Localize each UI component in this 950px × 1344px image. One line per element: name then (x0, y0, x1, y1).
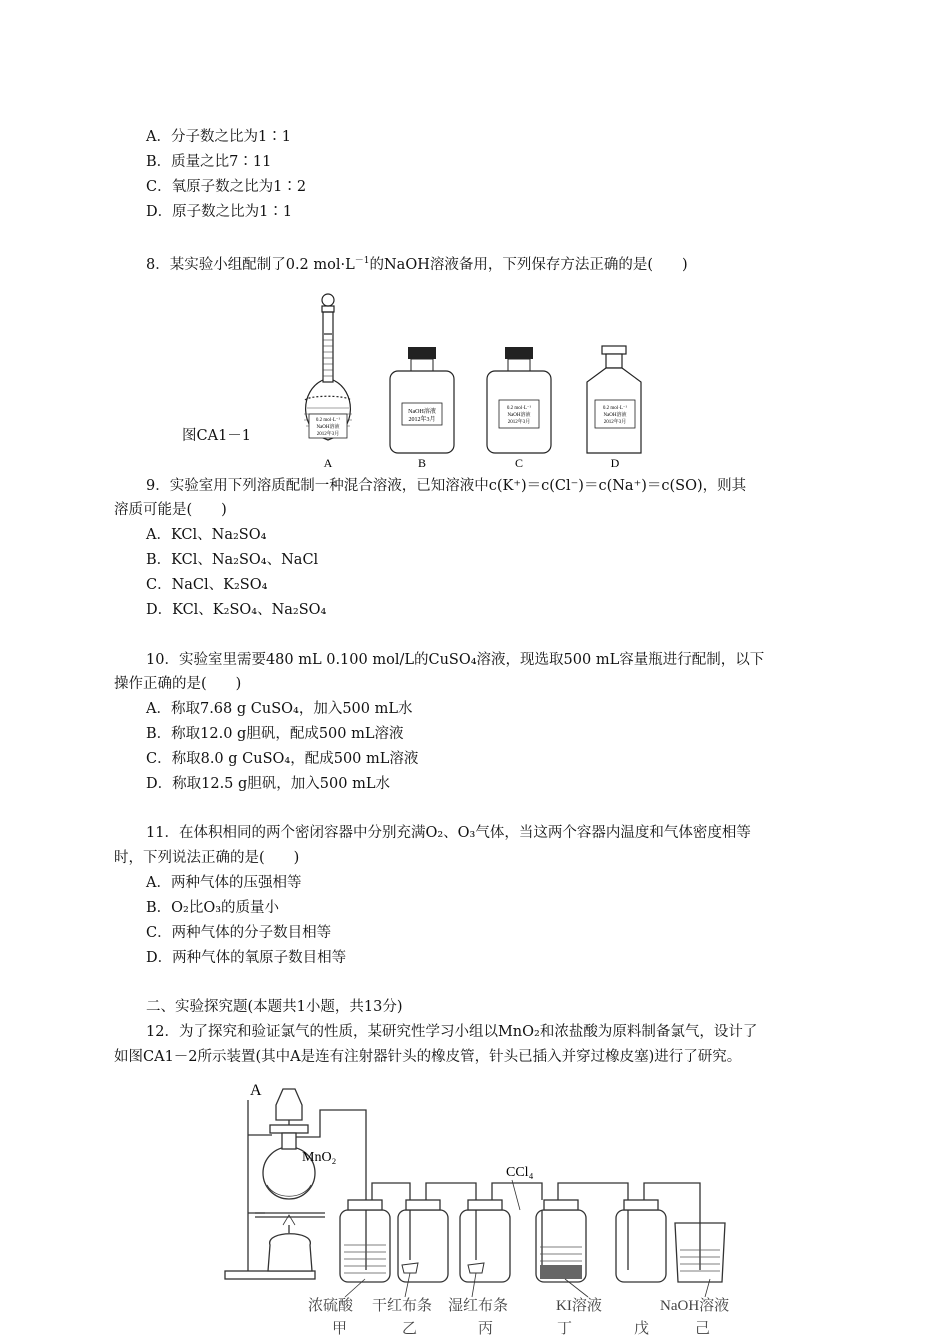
reagent-bottle-d (587, 346, 641, 453)
label-a: A (250, 1082, 262, 1099)
bottle-jia (340, 1210, 390, 1282)
label-ki-solution: KI溶液 (556, 1298, 602, 1314)
label-wet-red-cloth: 湿红布条 (448, 1298, 509, 1314)
q7-option-b: B．质量之比7∶11 (146, 154, 272, 170)
ccl4-layer (540, 1265, 582, 1279)
flask-label-line3: 2012年3月 (316, 432, 340, 437)
q11-option-a: A．两种气体的压强相等 (146, 875, 302, 891)
section2-heading: 二、实验探究题(本题共1小题，共13分) (146, 999, 403, 1015)
bottle-c-label-line3: 2012年3月 (507, 420, 531, 425)
q7-option-a: A．分子数之比为1∶1 (146, 129, 291, 145)
stage-ding: 丁 (557, 1321, 573, 1337)
q9-option-d: D．KCl、K₂SO₄、Na₂SO₄ (146, 602, 327, 618)
bottle-c-label-line2: NaOH溶液 (507, 413, 531, 418)
stage-yi: 乙 (402, 1321, 418, 1337)
q11-stem-line1: 11．在体积相同的两个密闭容器中分别充满O₂、O₃气体，当这两个容器内温度和气体密度相等 (146, 825, 751, 841)
option-letter-a: A (323, 456, 333, 470)
q8-stem-part-b: 的NaOH溶液备用，下列保存方法正确的是( ) (369, 256, 688, 273)
option-letter-d: D (610, 456, 620, 470)
q11-option-c: C．两种气体的分子数目相等 (146, 925, 332, 941)
bottle-d-label-line1: 0.2 mol·L⁻¹ (602, 406, 628, 411)
reagent-bottle-b (390, 347, 454, 453)
label-conc-sulfuric-acid: 浓硫酸 (308, 1298, 354, 1314)
flask-label-line1: 0.2 mol·L⁻¹ (315, 418, 341, 423)
bottle-d-label-line3: 2012年3月 (603, 420, 627, 425)
stage-jia: 甲 (332, 1321, 348, 1337)
q11-stem-line2: 时，下列说法正确的是( ) (114, 850, 300, 866)
q10-stem-line2: 操作正确的是( ) (114, 676, 242, 692)
stage-ji: 己 (695, 1321, 711, 1337)
stage-wu: 戊 (634, 1321, 650, 1337)
label-dry-red-cloth: 干红布条 (372, 1298, 433, 1314)
q10-option-b: B．称取12.0 g胆矾，配成500 mL溶液 (146, 726, 404, 742)
q8-stem-sup: －1 (354, 256, 370, 266)
q9-option-c: C．NaCl、K₂SO₄ (146, 577, 268, 593)
option-letter-b: B (417, 456, 427, 470)
q10-stem-line1: 10．实验室里需要480 mL 0.100 mol/L的CuSO₄溶液，现选取500 mL容量瓶进行配制，以下 (146, 652, 765, 668)
bottle-d-label-line2: NaOH溶液 (603, 413, 627, 418)
q8-stem (146, 251, 688, 275)
option-letter-c: C (514, 456, 524, 470)
label-mno2: MnO₂ (302, 1150, 337, 1165)
bottle-bing (460, 1210, 510, 1282)
bottle-c-label-line1: 0.2 mol·L⁻¹ (506, 406, 532, 411)
q8-stem-part-a: 8．某实验小组配制了0.2 mol·L (146, 256, 355, 273)
q10-option-d: D．称取12.5 g胆矾，加入500 mL水 (146, 776, 390, 792)
q10-option-a: A．称取7.68 g CuSO₄，加入500 mL水 (146, 701, 413, 717)
apparatus-figure (220, 1075, 760, 1340)
q11-option-b: B．O₂比O₃的质量小 (146, 900, 280, 916)
q9-stem-line1: 9．实验室用下列溶质配制一种混合溶液，已知溶液中c(K⁺)＝c(Cl⁻)＝c(Na⁺)＝c(SO)，则其 (146, 478, 747, 494)
q12-stem-line1: 12．为了探究和验证氯气的性质，某研究性学习小组以MnO₂和浓盐酸为原料制备氯气，设计了 (146, 1024, 758, 1040)
q8-figure (295, 290, 655, 475)
figure-caption-ca1-1: 图CA1－1 (182, 428, 252, 444)
q11-option-d: D．两种气体的氧原子数目相等 (146, 950, 347, 966)
bottle-wu (616, 1210, 666, 1282)
stand-base (225, 1271, 315, 1279)
reagent-bottle-c (487, 347, 551, 453)
flask-label-line2: NaOH溶液 (316, 425, 340, 430)
q7-option-d: D．原子数之比为1∶1 (146, 204, 293, 220)
bottle-b-label-line1: NaOH溶液 (408, 409, 436, 415)
label-ccl4: CCl₄ (506, 1165, 534, 1180)
q9-option-a: A．KCl、Na₂SO₄ (146, 527, 267, 543)
q9-stem-line2: 溶质可能是( ) (114, 502, 227, 518)
label-naoh-solution: NaOH溶液 (660, 1298, 730, 1314)
q12-stem-line2: 如图CA1－2所示装置(其中A是连有注射器针头的橡皮管，针头已插入并穿过橡皮塞)进行了研究。 (114, 1049, 742, 1065)
q10-option-c: C．称取8.0 g CuSO₄，配成500 mL溶液 (146, 751, 419, 767)
bottle-b-label-line2: 2012年3月 (408, 417, 436, 423)
q7-option-c: C．氧原子数之比为1∶2 (146, 179, 307, 195)
stage-bing: 丙 (478, 1321, 494, 1337)
q9-option-b: B．KCl、Na₂SO₄、NaCl (146, 552, 319, 568)
